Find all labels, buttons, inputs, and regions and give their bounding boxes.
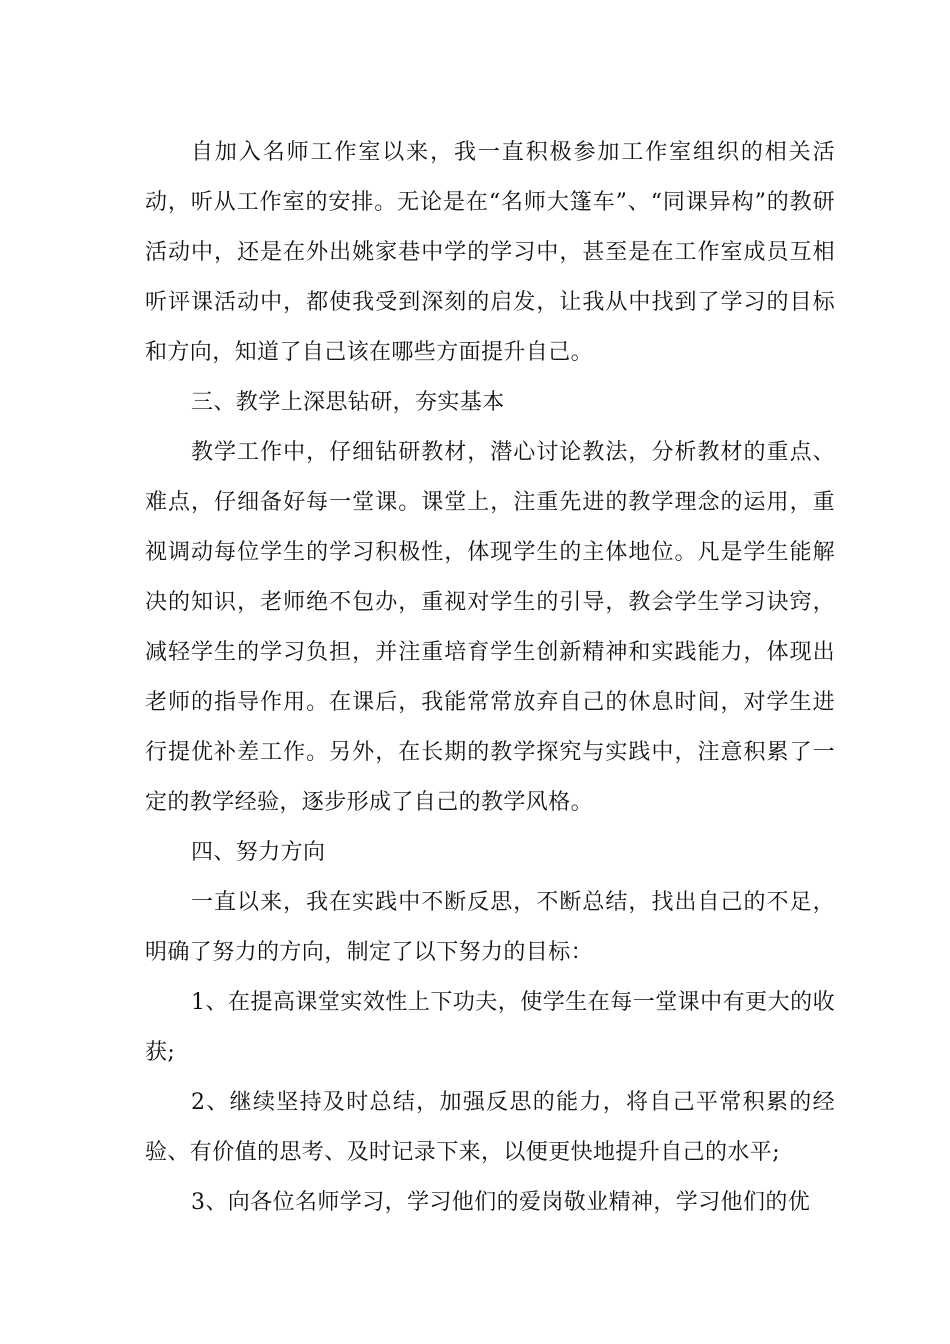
section-heading-4: 四、努力方向 — [191, 840, 326, 865]
paragraph-direction: 一直以来，我在实践中不断反思，不断总结，找出自己的不足，明确了努力的方向，制定了以下努力的目标： — [145, 890, 835, 965]
paragraph-intro: 自加入名师工作室以来，我一直积极参加工作室组织的相关活动，听从工作室的安排。无论是在“名师大篷车”、“同课异构”的教研活动中，还是在外出姚家巷中学的学习中，甚至是在工作室成员互相听评课活动中，都使我受到深刻的启发，让我从中找到了学习的目标和方向，知道了自己该在哪些方面提升自己。 — [145, 140, 835, 365]
goal-item-3: 3、向各位名师学习，学习他们的爱岗敬业精神，学习他们的优 — [191, 1190, 811, 1215]
goal-item-1: 1、在提高课堂实效性上下功夫，使学生在每一堂课中有更大的收获; — [145, 990, 835, 1065]
document-body — [145, 128, 835, 1228]
section-heading-3: 三、教学上深思钻研，夯实基本 — [191, 390, 505, 415]
paragraph-teaching: 教学工作中，仔细钻研教材，潜心讨论教法，分析教材的重点、难点，仔细备好每一堂课。课堂上，注重先进的教学理念的运用，重视调动每位学生的学习积极性，体现学生的主体地位。凡是学生能解决的知识，老师绝不包办，重视对学生的引导，教会学生学习诀窍，减轻学生的学习负担，并注重培育学生创新精神和实践能力，体现出老师的指导作用。在课后，我能常常放弃自己的休息时间，对学生进行提优补差工作。另外，在长期的教学探究与实践中，注意积累了一定的教学经验，逐步形成了自己的教学风格。 — [145, 440, 835, 815]
goal-item-2: 2、继续坚持及时总结，加强反思的能力，将自己平常积累的经验、有价值的思考、及时记录下来，以便更快地提升自己的水平; — [145, 1090, 835, 1165]
